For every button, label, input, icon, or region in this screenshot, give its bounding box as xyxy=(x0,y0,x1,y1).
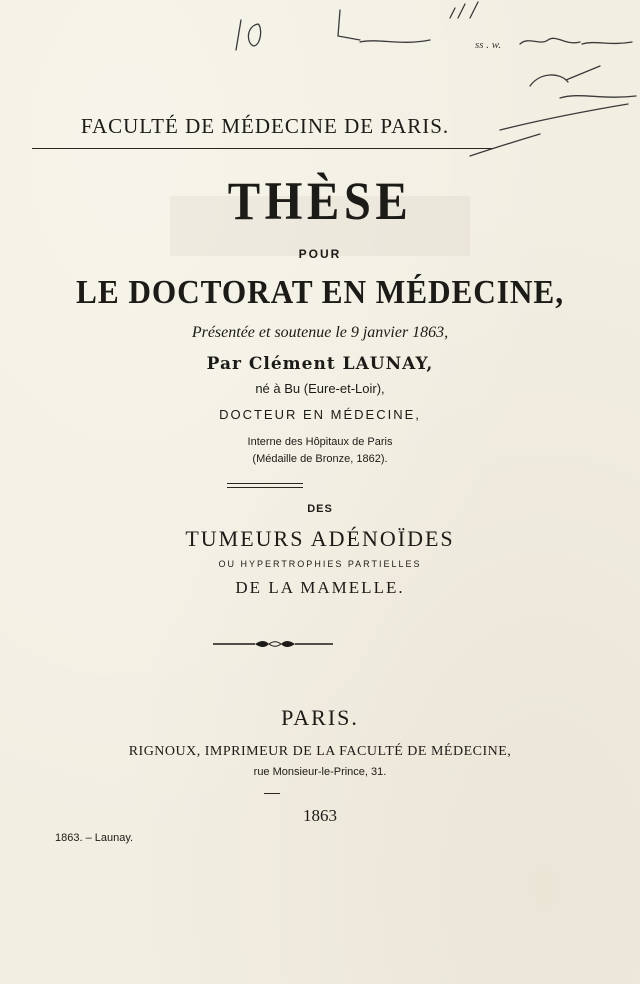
footer-signature: 1863. – Launay. xyxy=(55,832,134,844)
birthplace: né à Bu (Eure-et-Loir), xyxy=(255,381,385,396)
section-divider xyxy=(227,483,303,488)
des-label: DES xyxy=(307,503,333,515)
subject-title: TUMEURS ADÉNOÏDES xyxy=(185,526,455,551)
doctorate-heading: LE DOCTORAT EN MÉDECINE, xyxy=(76,274,564,311)
author-name: Par Clément LAUNAY, xyxy=(206,354,434,374)
presentation-date: Présentée et soutenue le 9 janvier 1863, xyxy=(191,324,449,341)
handwritten-annotations xyxy=(0,0,640,180)
subject-organ: DE LA MAMELLE. xyxy=(235,578,405,597)
year-rule xyxy=(264,793,280,794)
printer-address: rue Monsieur-le-Prince, 31. xyxy=(253,766,387,778)
ornamental-rule xyxy=(213,638,333,650)
faculty-heading: FACULTÉ DE MÉDECINE DE PARIS. xyxy=(80,114,450,138)
pour-label: POUR xyxy=(298,247,342,261)
imprint-year: 1863 xyxy=(303,806,337,825)
header-rule xyxy=(32,148,492,149)
thesis-title: THÈSE xyxy=(227,171,413,231)
subject-subtitle: OU HYPERTROPHIES PARTIELLES xyxy=(218,559,422,569)
printer-name: RIGNOUX, IMPRIMEUR DE LA FACULTÉ DE MÉDECINE, xyxy=(128,744,512,759)
medal-note: (Médaille de Bronze, 1862). xyxy=(252,453,388,465)
handwriting-fragment: ss . w. xyxy=(475,39,502,51)
degree-title: DOCTEUR EN MÉDECINE, xyxy=(219,407,421,422)
imprint-city: PARIS. xyxy=(281,705,359,730)
intern-title: Interne des Hôpitaux de Paris xyxy=(247,436,393,448)
